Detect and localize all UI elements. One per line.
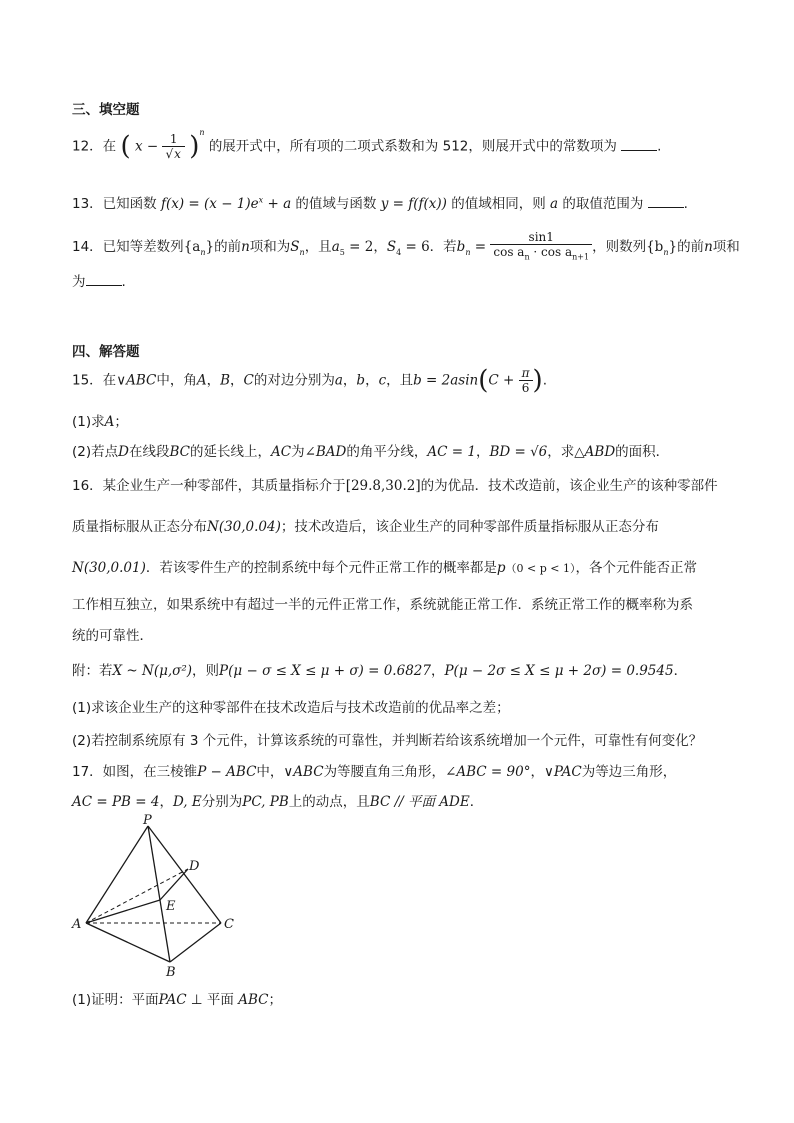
q17-line2-d: 上的动点，且	[288, 794, 370, 810]
q14-text1: 的前	[214, 239, 242, 256]
q16-note-P1: P(μ − σ ≤ X ≤ μ + σ) = 0.6827	[219, 663, 431, 679]
pyramid-figure	[68, 812, 248, 982]
q17-line1-e: 为等边三角形，	[581, 764, 677, 780]
q14-S4-sub: 4	[396, 247, 402, 257]
q15-sub2-c: 的延长线上，	[189, 444, 271, 460]
q16-note-X: X ~ N(μ,σ²)	[112, 663, 193, 679]
q15-C: C	[243, 372, 254, 389]
q14-den-a: cos a	[493, 245, 525, 259]
q13-function: f(x) = (x − 1)e	[160, 196, 259, 212]
q14-S4: S	[386, 239, 397, 256]
q15-end: .	[542, 372, 547, 389]
q14-n2: n	[704, 239, 713, 256]
label-D: D	[189, 859, 200, 874]
q14-answer-blank[interactable]	[86, 273, 122, 286]
q15-D: D	[118, 444, 129, 460]
q15-sub2-g: ，求	[547, 444, 575, 460]
q15-BC: BC	[169, 444, 190, 460]
q15-angle: ∠BAD	[304, 444, 347, 460]
q15-sub2-b: 在线段	[128, 444, 170, 460]
q14-text7: 项和	[712, 239, 740, 256]
edge-BC	[170, 923, 221, 962]
q15-sub1-A: A	[104, 414, 115, 430]
q14-den-a-sub: n	[524, 252, 530, 262]
q12-prefix: 12．在	[72, 138, 117, 155]
label-C: C	[224, 917, 234, 932]
q12-fraction	[162, 132, 184, 161]
q14-text3: ，且	[304, 239, 332, 256]
question-16-line1	[72, 474, 718, 494]
q14-fraction	[490, 230, 592, 264]
q14-b-sub: n	[465, 247, 471, 257]
q15-paren-open: (	[478, 365, 489, 396]
q17-sub1	[72, 988, 282, 1008]
q17-line1-b: 中，	[256, 764, 284, 780]
q17-line2-end: ．	[469, 794, 484, 810]
q17-pyramid: P − ABC	[197, 764, 257, 780]
q16-line1-b: 的为优品．技术改造前，该企业生产的该种零部件	[420, 478, 718, 494]
q15-sub1-end: ；	[114, 414, 128, 430]
q14-text5: ，则数列	[592, 239, 647, 256]
q14-line2: 为	[72, 274, 86, 290]
question-16-line2	[72, 515, 659, 535]
q12-close-paren: )	[189, 131, 200, 162]
edge-AE	[86, 900, 160, 923]
q17-sub1-perp: ⊥ 平面	[186, 992, 239, 1008]
q12-x: x	[134, 138, 143, 155]
q14-eq: =	[470, 239, 491, 256]
q15-formula: b = 2asin	[413, 372, 479, 389]
question-13	[72, 192, 688, 212]
q15-sub1-text: (1)求	[72, 414, 105, 430]
q16-note-P2: P(μ − 2σ ≤ X ≤ μ + 2σ) = 0.9545	[444, 663, 674, 679]
q14-b: b	[456, 239, 466, 256]
q17-sub1-a: (1)证明：平面	[72, 992, 159, 1008]
edge-ED	[160, 869, 188, 900]
q15-pi-fraction	[519, 366, 533, 395]
question-16-line5: 统的可靠性．	[72, 628, 153, 644]
edge-AB	[86, 923, 170, 962]
edge-PB	[148, 826, 170, 962]
q15-C-plus: C +	[488, 372, 519, 389]
q12-frac-den: √x	[165, 147, 181, 161]
q12-answer-blank[interactable]	[621, 138, 657, 151]
edge-PC	[148, 826, 221, 923]
q17-DE: D, E	[172, 794, 202, 810]
q12-frac-num: 1	[162, 132, 184, 147]
q16-sub1: (1)求该企业生产的这种零部件在技术改造后与技术改造前的优品率之差；	[72, 700, 510, 716]
q15-A: A	[196, 372, 207, 389]
q16-N1: N(30,0.04)	[207, 519, 281, 535]
label-E: E	[166, 899, 176, 914]
q14-frac-den	[490, 245, 592, 264]
q17-sub1-plane1: PAC	[158, 992, 187, 1008]
q15-sub1	[72, 410, 128, 430]
q14-n1: n	[241, 239, 250, 256]
q15-sub2	[72, 440, 669, 460]
q13-text3: 的取值范围为	[562, 196, 644, 212]
q15-B: B	[220, 372, 230, 389]
question-12	[72, 128, 662, 162]
q15-text-d: ，且	[386, 372, 414, 389]
q16-prange: （0 < p < 1）	[505, 562, 576, 575]
q15-text-b: 中，角	[156, 372, 197, 389]
q15-a: a	[334, 372, 343, 389]
q13-function2: y = f(f(x))	[380, 196, 447, 212]
label-P: P	[143, 813, 152, 828]
q14-a5-sub: 5	[339, 247, 345, 257]
q13-function-tail: + a	[263, 196, 292, 212]
q15-sub2-d: 为	[291, 444, 305, 460]
q12-text: 的展开式中，所有项的二项式系数和为 512，则展开式中的常数项为	[208, 138, 617, 155]
q12-sqrt-x: x	[174, 147, 181, 161]
q17-line1-d: ，	[530, 764, 544, 780]
q15-comma4: ，	[365, 372, 379, 389]
q16-note-end: ．	[673, 663, 688, 679]
q14-seq-close: }	[205, 239, 215, 256]
q16-line2-b: ；技术改造后，该企业生产的同种零部件质量指标服从正态分布	[280, 519, 659, 535]
q16-interval: [29.8,30.2]	[345, 478, 421, 494]
question-14-line2	[72, 270, 126, 290]
q14-a5: a	[331, 239, 340, 256]
q15-c: c	[378, 372, 387, 389]
section-heading-answer: 四、解答题	[72, 344, 140, 360]
label-A: A	[72, 917, 82, 932]
q15-AC1: AC = 1	[427, 444, 476, 460]
q15-comma3: ，	[342, 372, 357, 389]
q15-triABD: △ABD	[574, 444, 616, 460]
question-15	[72, 366, 547, 395]
q15-pi-num: π	[519, 366, 533, 381]
q14-seq: {a	[183, 239, 201, 256]
q14-prefix: 14．已知等差数列	[72, 239, 184, 256]
question-14	[72, 230, 740, 264]
q15-paren-close: )	[532, 365, 543, 396]
q15-prefix: 15．在	[72, 372, 117, 389]
q12-exponent: n	[199, 128, 205, 137]
q15-pi-den: 6	[521, 381, 530, 395]
q17-tri2: ∨PAC	[543, 764, 582, 780]
q15-comma2: ，	[230, 372, 244, 389]
q17-line2-c: 分别为	[201, 794, 243, 810]
q15-sub2-h: 的面积．	[615, 444, 670, 460]
q13-prefix: 13．已知函数	[72, 196, 157, 212]
q16-line2-a: 质量指标服从正态分布	[72, 519, 207, 535]
q15-AC: AC	[270, 444, 292, 460]
q14-text4: ．若	[429, 239, 457, 256]
edge-AD-dashed	[86, 869, 188, 923]
section-heading-fill-in: 三、填空题	[72, 102, 140, 118]
q15-sub2-e: 的角平分线，	[346, 444, 428, 460]
q13-text1: 的值域与函数	[295, 196, 377, 212]
q13-end: .	[683, 196, 688, 212]
q17-angle: ∠ABC = 90°	[445, 764, 531, 780]
q17-sub1-end: ；	[268, 992, 282, 1008]
q16-sub2: (2)若控制系统原有 3 个元件，计算该系统的可靠性，并判断若给该系统增加一个元件，可靠性有何变化？	[72, 733, 703, 749]
q16-note-a: 附：若	[72, 663, 113, 679]
q14-text6: 的前	[677, 239, 705, 256]
q14-seq-sub: n	[200, 247, 206, 257]
q16-note-b: ，则	[192, 663, 220, 679]
q17-sub1-plane2: ABC	[238, 992, 269, 1008]
q14-S-sub: n	[299, 247, 305, 257]
q15-BD: BD = √6	[489, 444, 548, 460]
q13-text2: 的值域相同，则	[451, 196, 546, 212]
q16-p: p	[496, 560, 506, 576]
question-17-line1	[72, 760, 676, 780]
q14-den-dot: · cos a	[529, 245, 573, 259]
q14-seq2-close: }	[668, 239, 678, 256]
q13-function-exp: x	[258, 195, 264, 205]
q14-den-b-sub: n+1	[572, 252, 590, 262]
label-B: B	[166, 965, 176, 980]
q16-line3-a: ．若该零件生产的控制系统中每个元件正常工作的概率都是	[145, 560, 497, 576]
q17-line1-c: 为等腰直角三角形，	[323, 764, 446, 780]
q17-PCPB: PC, PB	[242, 794, 289, 810]
question-16-line4: 工作相互独立，如果系统中有超过一半的元件正常工作，系统就能正常工作．系统正常工作的概率称为系	[72, 597, 693, 613]
q14-S4-val: = 6	[401, 239, 430, 256]
q14-frac-num: sin1	[490, 230, 592, 245]
q14-sep: ，	[373, 239, 387, 256]
q14-S: S	[290, 239, 300, 256]
q12-end: .	[657, 138, 662, 155]
edge-PA	[86, 826, 148, 923]
q17-line1-a: 17．如图，在三棱锥	[72, 764, 198, 780]
q15-comma1: ，	[206, 372, 221, 389]
q15-text-c: 的对边分别为	[253, 372, 335, 389]
q15-sub2-a: (2)若点	[72, 444, 119, 460]
q15-sub2-f: ，	[475, 444, 490, 460]
q17-parallel: BC // 平面 ADE	[369, 794, 470, 810]
q12-open-paren: (	[120, 131, 131, 162]
q15-triangle: ∨ABC	[116, 372, 157, 389]
question-16-note	[72, 659, 687, 679]
q16-line3-b: ，各个元件能否正常	[575, 560, 697, 576]
q13-a: a	[550, 196, 559, 212]
q15-b: b	[356, 372, 366, 389]
q17-line2-b: ，	[159, 794, 173, 810]
q14-end: .	[121, 274, 126, 290]
q14-text2: 项和为	[249, 239, 291, 256]
q16-note-c: ，	[430, 663, 445, 679]
q14-a5-val: = 2	[344, 239, 374, 256]
q16-N2: N(30,0.01)	[72, 560, 146, 576]
q14-seq2: {b	[646, 239, 664, 256]
q13-answer-blank[interactable]	[648, 195, 684, 208]
question-17-line2	[72, 790, 483, 810]
q16-line1-a: 16．某企业生产一种零部件，其质量指标介于	[72, 478, 346, 494]
question-16-line3	[72, 556, 697, 576]
q12-minus: −	[146, 138, 159, 155]
q14-seq2-sub: n	[663, 247, 669, 257]
q17-tri1: ∨ABC	[283, 764, 324, 780]
q17-line2-a: AC = PB = 4	[72, 794, 160, 810]
